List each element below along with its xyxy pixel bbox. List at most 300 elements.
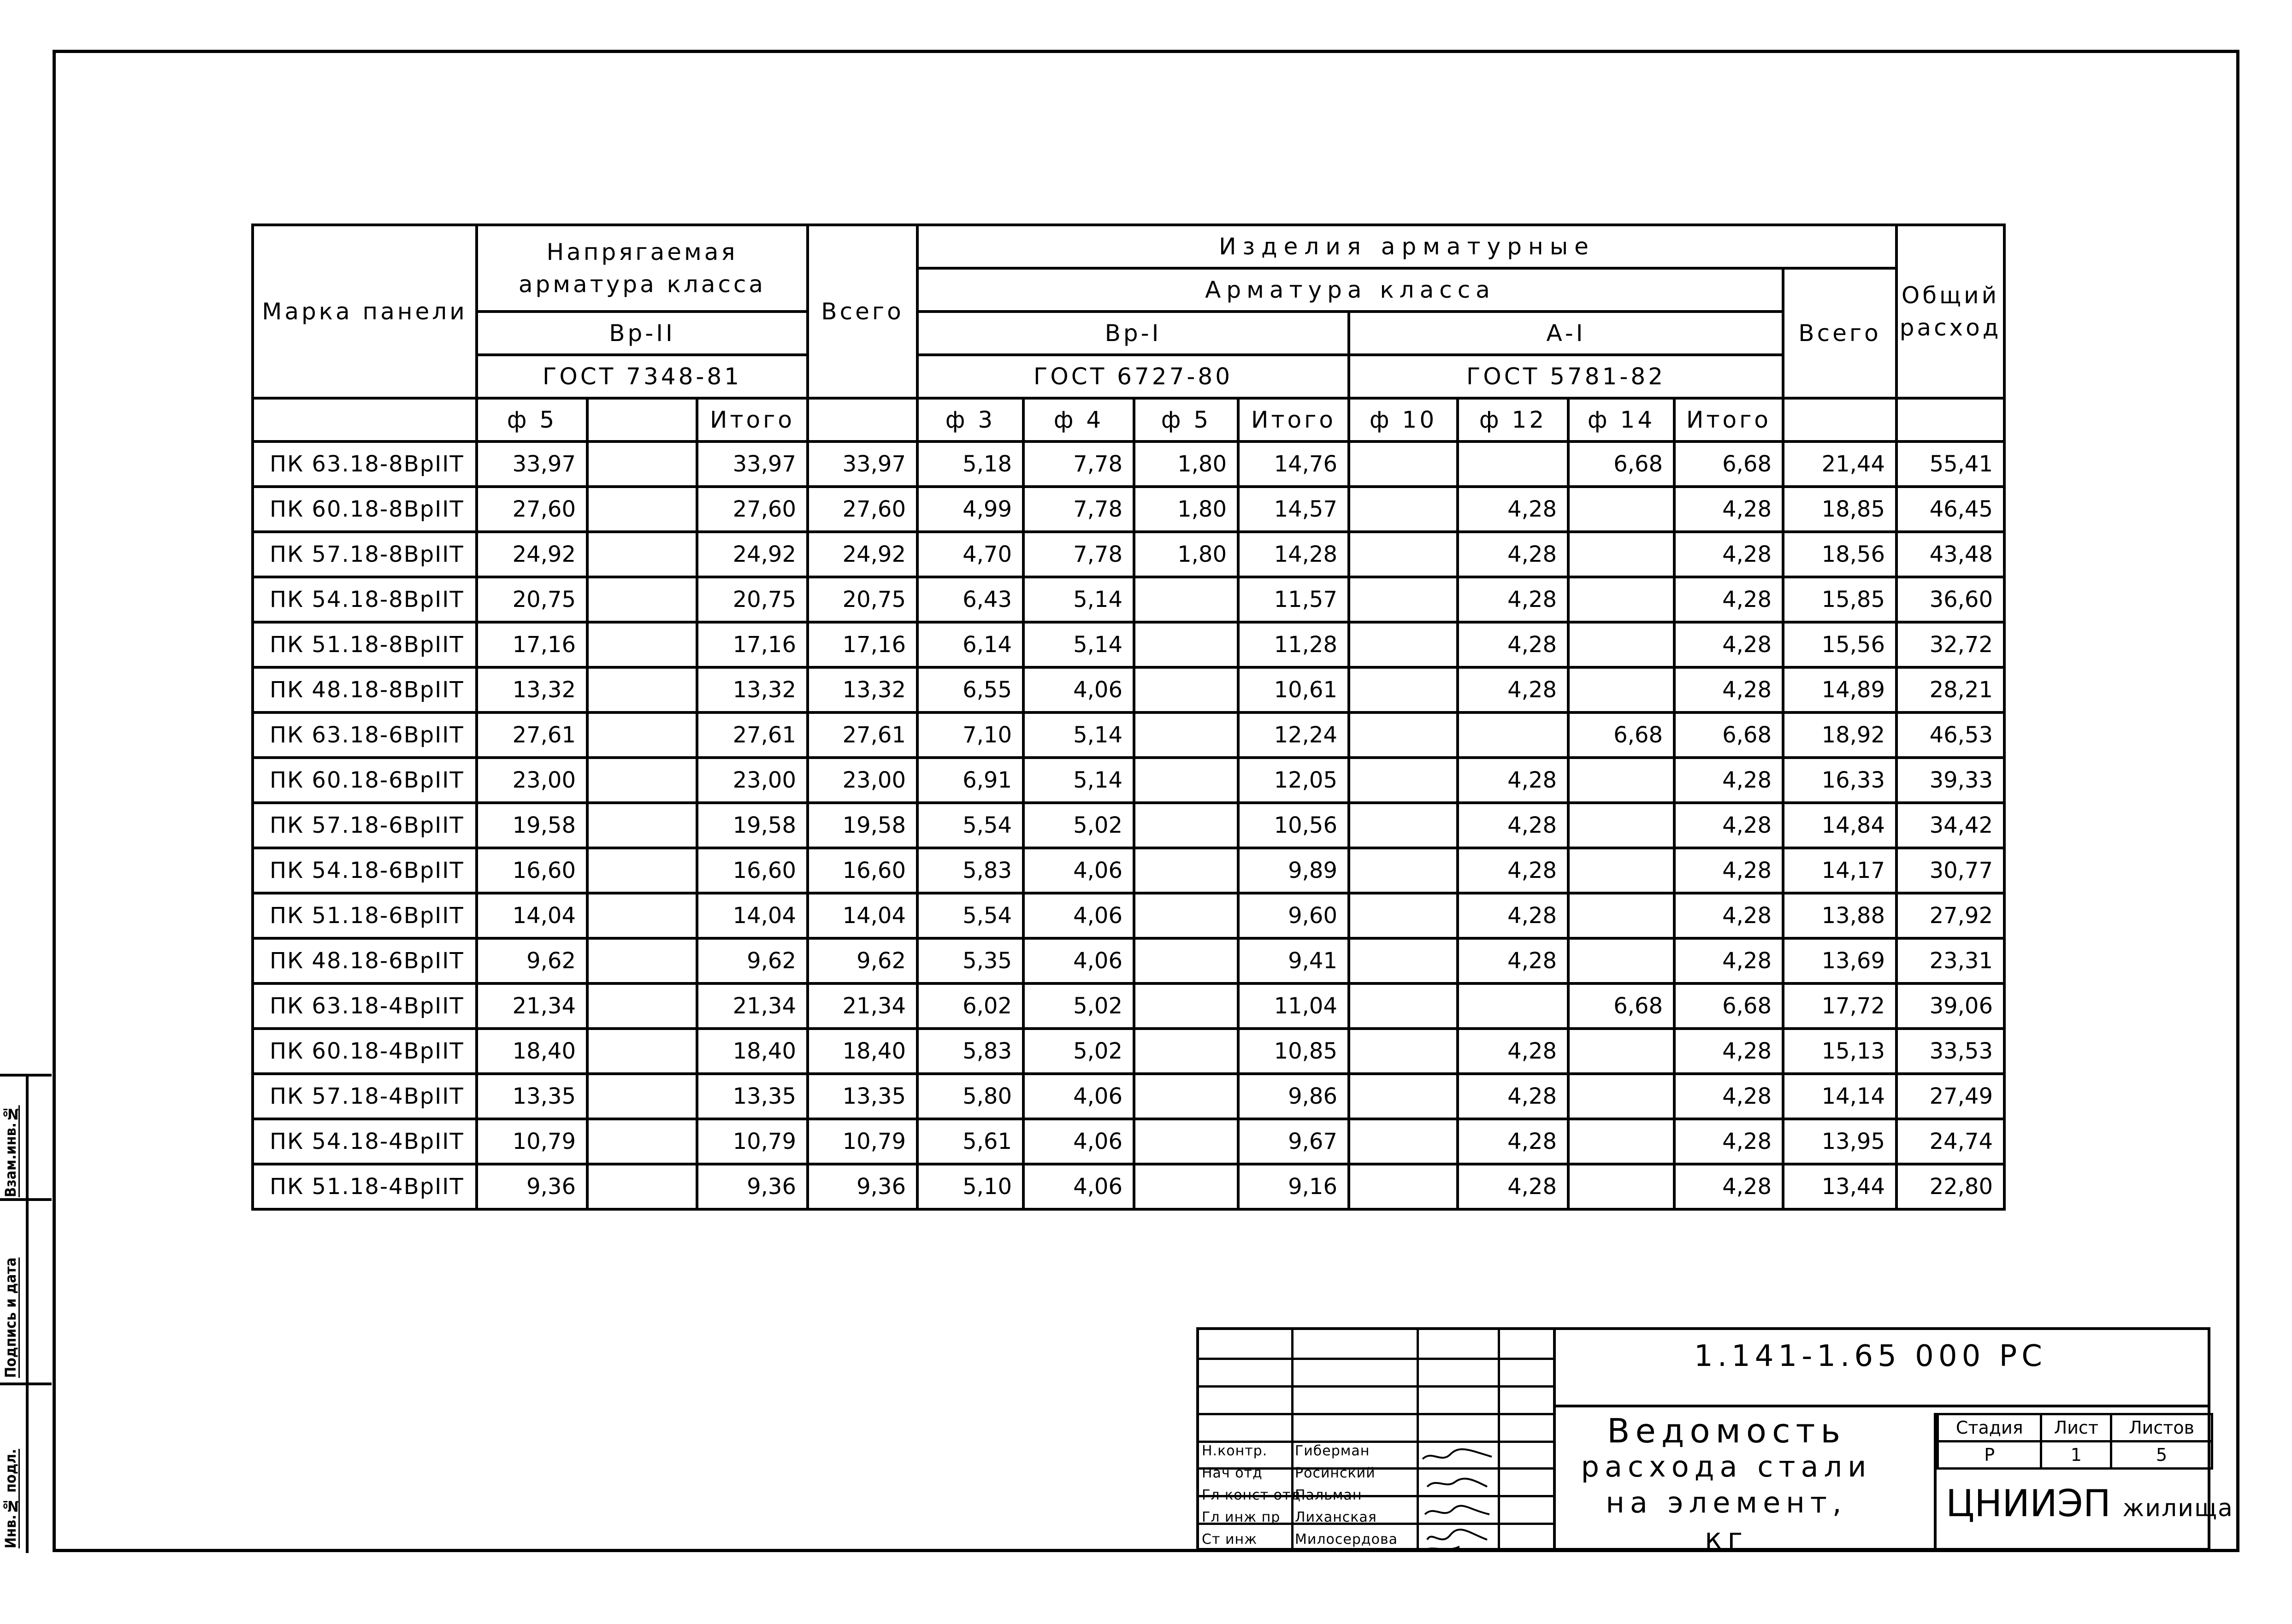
table-cell (1349, 577, 1458, 622)
signer-role: Нач отд (1202, 1465, 1263, 1481)
panel-mark: ПК 60.18-8ВрIIТ (253, 487, 477, 532)
table-cell (587, 758, 697, 803)
steel-consumption-table (251, 224, 2006, 1211)
panel-mark: ПК 51.18-8ВрIIТ (253, 622, 477, 667)
table-cell: 9,16 (1238, 1164, 1349, 1209)
header-col-f5: ф 5 (477, 398, 587, 441)
table-cell: 4,06 (1023, 667, 1134, 712)
table-cell (1349, 1029, 1458, 1074)
table-cell: 27,60 (477, 487, 587, 532)
panel-mark: ПК 54.18-6ВрIIТ (253, 848, 477, 893)
table-row (253, 1119, 2004, 1164)
table-cell (1134, 758, 1238, 803)
table-cell: 6,68 (1674, 983, 1783, 1029)
table-cell: 9,36 (477, 1164, 587, 1209)
header-col-f4: ф 4 (1023, 398, 1134, 441)
table-cell: 4,28 (1458, 577, 1568, 622)
header-col-f10: ф 10 (1349, 398, 1458, 441)
panel-mark: ПК 51.18-4ВрIIТ (253, 1164, 477, 1209)
table-cell: 5,02 (1023, 1029, 1134, 1074)
table-cell: 4,28 (1674, 803, 1783, 848)
table-cell: 1,80 (1134, 487, 1238, 532)
table-cell (1458, 712, 1568, 758)
table-cell: 18,40 (697, 1029, 808, 1074)
table-cell (1568, 938, 1674, 983)
header-bp1-class: Вр-I (917, 312, 1349, 355)
table-cell: 24,92 (477, 532, 587, 577)
table-cell (1349, 441, 1458, 487)
table-cell: 17,16 (477, 622, 587, 667)
header-prestressed-total: Всего (808, 225, 917, 398)
panel-mark: ПК 57.18-4ВрIIТ (253, 1074, 477, 1119)
table-cell: 4,28 (1674, 1119, 1783, 1164)
table-cell: 22,80 (1896, 1164, 2004, 1209)
table-row (253, 577, 2004, 622)
sheet-label: Лист (2041, 1414, 2111, 1442)
stage-value: Р (1938, 1442, 2041, 1469)
table-cell (1134, 1119, 1238, 1164)
table-cell: 21,44 (1783, 441, 1896, 487)
table-cell: 1,80 (1134, 532, 1238, 577)
table-row (253, 712, 2004, 758)
header-total-spacer (808, 398, 917, 441)
table-cell: 13,32 (477, 667, 587, 712)
panel-mark: ПК 48.18-6ВрIIТ (253, 938, 477, 983)
table-cell (587, 712, 697, 758)
table-cell: 14,57 (1238, 487, 1349, 532)
table-row (253, 1074, 2004, 1119)
header-bp1-gost: ГОСТ 6727-80 (917, 355, 1349, 398)
table-cell (1568, 532, 1674, 577)
table-cell: 6,02 (917, 983, 1023, 1029)
table-cell: 33,97 (477, 441, 587, 487)
table-cell: 14,28 (1238, 532, 1349, 577)
table-cell: 4,28 (1458, 938, 1568, 983)
table-cell (587, 1074, 697, 1119)
table-cell: 4,28 (1458, 1074, 1568, 1119)
table-cell (1568, 622, 1674, 667)
table-cell: 5,83 (917, 1029, 1023, 1074)
table-cell: 4,28 (1674, 577, 1783, 622)
table-cell (1568, 803, 1674, 848)
table-cell: 21,34 (477, 983, 587, 1029)
table-cell: 27,60 (808, 487, 917, 532)
table-cell: 14,84 (1783, 803, 1896, 848)
table-cell: 4,99 (917, 487, 1023, 532)
table-cell: 5,02 (1023, 983, 1134, 1029)
table-cell: 5,54 (917, 893, 1023, 938)
table-row (253, 532, 2004, 577)
table-row (253, 938, 2004, 983)
header-col-f14: ф 14 (1568, 398, 1674, 441)
table-cell (1349, 758, 1458, 803)
table-cell (587, 803, 697, 848)
signer-name: Росинский (1295, 1465, 1376, 1481)
header-products-class: Арматура класса (917, 268, 1783, 312)
header-products-spacer (1783, 398, 1896, 441)
table-cell: 4,28 (1674, 893, 1783, 938)
header-col-blank (587, 398, 697, 441)
table-cell: 4,28 (1674, 758, 1783, 803)
table-cell (1349, 1164, 1458, 1209)
panel-mark: ПК 57.18-8ВрIIТ (253, 532, 477, 577)
table-cell: 55,41 (1896, 441, 2004, 487)
table-cell: 18,56 (1783, 532, 1896, 577)
panel-mark: ПК 57.18-6ВрIIТ (253, 803, 477, 848)
table-cell: 27,60 (697, 487, 808, 532)
table-cell: 13,44 (1783, 1164, 1896, 1209)
table-cell: 13,32 (808, 667, 917, 712)
table-cell: 7,78 (1023, 441, 1134, 487)
header-overall: Общий расход (1896, 225, 2004, 398)
table-cell: 17,72 (1783, 983, 1896, 1029)
table-cell (587, 667, 697, 712)
table-cell: 18,92 (1783, 712, 1896, 758)
header-col-itogo-a1: Итого (1674, 398, 1783, 441)
table-cell: 24,92 (808, 532, 917, 577)
table-cell: 23,00 (808, 758, 917, 803)
table-cell (1134, 622, 1238, 667)
table-cell: 4,06 (1023, 893, 1134, 938)
stamp-replaced-inv: Взам.инв.№ (2, 1105, 19, 1197)
title-line-2: расхода стали (1581, 1450, 1872, 1483)
header-mark-spacer (253, 398, 477, 441)
signer-name: Лиханская (1295, 1509, 1377, 1525)
table-cell: 13,32 (697, 667, 808, 712)
table-cell: 4,28 (1458, 758, 1568, 803)
table-cell: 5,35 (917, 938, 1023, 983)
table-cell: 9,62 (477, 938, 587, 983)
table-cell: 4,06 (1023, 1074, 1134, 1119)
table-cell: 33,97 (808, 441, 917, 487)
table-cell: 4,06 (1023, 1119, 1134, 1164)
table-cell: 4,28 (1674, 938, 1783, 983)
table-cell: 27,61 (697, 712, 808, 758)
table-cell: 16,33 (1783, 758, 1896, 803)
table-cell (1568, 667, 1674, 712)
table-cell (1349, 487, 1458, 532)
table-row (253, 803, 2004, 848)
table-cell: 19,58 (477, 803, 587, 848)
signatures-image (1418, 1441, 1496, 1553)
table-cell: 11,04 (1238, 983, 1349, 1029)
table-cell (1134, 1164, 1238, 1209)
table-cell (1134, 893, 1238, 938)
title-line-3: на элемент, кг (1606, 1486, 1847, 1555)
table-cell: 4,28 (1458, 1029, 1568, 1074)
table-cell (587, 848, 697, 893)
stage-block (1934, 1413, 2233, 1551)
table-cell: 33,97 (697, 441, 808, 487)
table-cell: 4,28 (1674, 1164, 1783, 1209)
table-cell: 6,68 (1568, 441, 1674, 487)
table-cell: 4,28 (1674, 1029, 1783, 1074)
table-cell (1568, 487, 1674, 532)
table-cell: 5,18 (917, 441, 1023, 487)
table-cell: 20,75 (477, 577, 587, 622)
table-cell: 23,00 (697, 758, 808, 803)
table-cell: 18,40 (477, 1029, 587, 1074)
table-cell (587, 893, 697, 938)
table-cell: 16,60 (808, 848, 917, 893)
table-cell: 9,62 (808, 938, 917, 983)
panel-mark: ПК 51.18-6ВрIIТ (253, 893, 477, 938)
table-cell (1134, 1074, 1238, 1119)
table-cell: 34,42 (1896, 803, 2004, 848)
table-cell: 9,89 (1238, 848, 1349, 893)
panel-mark: ПК 54.18-4ВрIIТ (253, 1119, 477, 1164)
table-cell: 14,04 (477, 893, 587, 938)
table-cell: 14,04 (808, 893, 917, 938)
sheets-value: 5 (2111, 1442, 2212, 1469)
stamp-inv-original: Инв.№ подл. (2, 1448, 19, 1548)
table-cell (1134, 803, 1238, 848)
table-cell: 36,60 (1896, 577, 2004, 622)
header-col-f5b: ф 5 (1134, 398, 1238, 441)
table-cell (1349, 532, 1458, 577)
table-cell: 28,21 (1896, 667, 2004, 712)
header-overall-spacer (1896, 398, 2004, 441)
table-cell: 4,28 (1458, 1119, 1568, 1164)
header-col-itogo: Итого (697, 398, 808, 441)
table-cell (1568, 1164, 1674, 1209)
table-cell: 16,60 (697, 848, 808, 893)
table-cell (587, 622, 697, 667)
table-cell: 6,68 (1674, 712, 1783, 758)
table-row (253, 893, 2004, 938)
header-prestressed-class: Вр-II (477, 312, 808, 355)
table-cell (1568, 577, 1674, 622)
table-cell: 16,60 (477, 848, 587, 893)
table-cell: 9,86 (1238, 1074, 1349, 1119)
sheets-label: Листов (2111, 1414, 2212, 1442)
table-cell: 24,74 (1896, 1119, 2004, 1164)
table-cell (1134, 577, 1238, 622)
table-cell: 17,16 (808, 622, 917, 667)
table-cell: 23,31 (1896, 938, 2004, 983)
table-row (253, 622, 2004, 667)
table-cell: 4,28 (1674, 848, 1783, 893)
table-cell: 39,33 (1896, 758, 2004, 803)
table-cell: 39,06 (1896, 983, 2004, 1029)
panel-mark: ПК 60.18-4ВрIIТ (253, 1029, 477, 1074)
table-cell: 15,85 (1783, 577, 1896, 622)
table-cell: 10,85 (1238, 1029, 1349, 1074)
stamp-signature-date: Подпись и дата (2, 1257, 19, 1378)
side-stamp (0, 1074, 52, 1553)
table-cell: 5,14 (1023, 758, 1134, 803)
table-cell: 6,68 (1568, 983, 1674, 1029)
table-cell (1134, 938, 1238, 983)
table-cell: 5,61 (917, 1119, 1023, 1164)
header-col-f3: ф 3 (917, 398, 1023, 441)
table-cell: 11,28 (1238, 622, 1349, 667)
table-cell: 32,72 (1896, 622, 2004, 667)
table-cell: 27,92 (1896, 893, 2004, 938)
header-mark: Марка панели (253, 225, 477, 398)
title-block-signatures (1196, 1327, 1556, 1551)
table-cell (1458, 983, 1568, 1029)
table-cell (587, 1119, 697, 1164)
header-a1-gost: ГОСТ 5781-82 (1349, 355, 1783, 398)
signer-name: Гиберман (1295, 1443, 1370, 1459)
table-cell (1349, 938, 1458, 983)
table-cell (587, 577, 697, 622)
table-cell: 5,14 (1023, 622, 1134, 667)
panel-mark: ПК 54.18-8ВрIIТ (253, 577, 477, 622)
table-cell (1568, 1074, 1674, 1119)
table-cell: 9,41 (1238, 938, 1349, 983)
table-cell: 46,53 (1896, 712, 2004, 758)
table-cell: 1,80 (1134, 441, 1238, 487)
table-cell: 23,00 (477, 758, 587, 803)
table-body (253, 441, 2004, 1209)
table-cell: 7,78 (1023, 532, 1134, 577)
panel-mark: ПК 63.18-4ВрIIТ (253, 983, 477, 1029)
table-cell: 43,48 (1896, 532, 2004, 577)
table-cell: 5,10 (917, 1164, 1023, 1209)
table-cell (1568, 1119, 1674, 1164)
table-cell: 15,13 (1783, 1029, 1896, 1074)
table-cell: 4,28 (1674, 487, 1783, 532)
signer-role: Ст инж (1202, 1531, 1258, 1548)
table-cell: 11,57 (1238, 577, 1349, 622)
signer-name: Пальман (1295, 1487, 1362, 1503)
table-cell: 18,85 (1783, 487, 1896, 532)
table-cell: 46,45 (1896, 487, 2004, 532)
table-cell: 4,28 (1458, 532, 1568, 577)
table-cell: 13,95 (1783, 1119, 1896, 1164)
table-cell: 6,68 (1674, 441, 1783, 487)
table-cell: 24,92 (697, 532, 808, 577)
table-cell (1134, 983, 1238, 1029)
table-cell (1349, 803, 1458, 848)
table-cell: 10,56 (1238, 803, 1349, 848)
signer-role: Гл конст отд (1202, 1487, 1301, 1503)
header-products-total: Всего (1783, 268, 1896, 398)
table-cell: 14,04 (697, 893, 808, 938)
table-cell: 6,68 (1568, 712, 1674, 758)
table-cell: 5,02 (1023, 803, 1134, 848)
org-main: ЦНИИЭП (1946, 1482, 2111, 1525)
table-cell: 4,28 (1674, 622, 1783, 667)
table-cell: 4,28 (1458, 487, 1568, 532)
table-cell: 4,28 (1674, 532, 1783, 577)
header-col-itogo-bp1: Итого (1238, 398, 1349, 441)
table-cell (1458, 441, 1568, 487)
header-products: Изделия арматурные (917, 225, 1896, 268)
table-cell: 17,16 (697, 622, 808, 667)
table-cell: 6,55 (917, 667, 1023, 712)
table-cell: 10,79 (697, 1119, 808, 1164)
table-cell (1568, 758, 1674, 803)
table-cell: 9,36 (697, 1164, 808, 1209)
organization (1946, 1482, 2233, 1525)
table-cell: 5,83 (917, 848, 1023, 893)
table-cell: 6,91 (917, 758, 1023, 803)
table-cell (1349, 848, 1458, 893)
table-cell (1568, 848, 1674, 893)
table-cell (1568, 893, 1674, 938)
table-cell: 19,58 (697, 803, 808, 848)
table-cell: 13,35 (477, 1074, 587, 1119)
table-row (253, 848, 2004, 893)
table-cell: 10,79 (477, 1119, 587, 1164)
table-cell: 18,40 (808, 1029, 917, 1074)
table-cell: 9,62 (697, 938, 808, 983)
table-cell: 4,28 (1458, 667, 1568, 712)
table-row (253, 758, 2004, 803)
table-cell: 21,34 (808, 983, 917, 1029)
table-cell: 14,89 (1783, 667, 1896, 712)
panel-mark: ПК 48.18-8ВрIIТ (253, 667, 477, 712)
table-row (253, 1164, 2004, 1209)
table-cell: 20,75 (808, 577, 917, 622)
table-cell (1349, 712, 1458, 758)
table-cell (587, 983, 697, 1029)
table-cell (587, 487, 697, 532)
signer-name: Милосердова (1295, 1531, 1398, 1548)
table-cell: 9,36 (808, 1164, 917, 1209)
table-cell (1134, 848, 1238, 893)
table-cell: 10,61 (1238, 667, 1349, 712)
table-cell: 13,35 (808, 1074, 917, 1119)
table-cell: 13,69 (1783, 938, 1896, 983)
panel-mark: ПК 60.18-6ВрIIТ (253, 758, 477, 803)
table-cell: 4,28 (1458, 803, 1568, 848)
table-cell: 6,43 (917, 577, 1023, 622)
table-cell: 4,70 (917, 532, 1023, 577)
title-line-1: Ведомость (1607, 1412, 1846, 1450)
table-cell (587, 938, 697, 983)
table-cell (587, 532, 697, 577)
table-cell: 4,28 (1674, 667, 1783, 712)
table-row (253, 1029, 2004, 1074)
table-cell (587, 441, 697, 487)
table-cell: 7,78 (1023, 487, 1134, 532)
panel-mark: ПК 63.18-8ВрIIТ (253, 441, 477, 487)
table-cell (587, 1164, 697, 1209)
table-cell (1134, 667, 1238, 712)
table-cell (1349, 622, 1458, 667)
table-cell: 9,60 (1238, 893, 1349, 938)
table-cell: 21,34 (697, 983, 808, 1029)
title-block (1196, 1327, 2233, 1555)
signer-role: Гл инж пр (1202, 1509, 1281, 1525)
stage-label: Стадия (1938, 1414, 2041, 1442)
table-cell (1134, 712, 1238, 758)
table-cell: 27,61 (477, 712, 587, 758)
panel-mark: ПК 63.18-6ВрIIТ (253, 712, 477, 758)
table-cell: 5,14 (1023, 712, 1134, 758)
table-cell: 14,17 (1783, 848, 1896, 893)
table-cell: 9,67 (1238, 1119, 1349, 1164)
table-cell: 4,28 (1458, 848, 1568, 893)
table-cell: 19,58 (808, 803, 917, 848)
table-cell: 4,28 (1674, 1074, 1783, 1119)
table-cell: 6,14 (917, 622, 1023, 667)
org-sub: жилища (2122, 1495, 2233, 1522)
table-cell: 14,14 (1783, 1074, 1896, 1119)
table-cell (1349, 667, 1458, 712)
table-cell: 27,49 (1896, 1074, 2004, 1119)
table-cell: 30,77 (1896, 848, 2004, 893)
table-cell (587, 1029, 697, 1074)
table-cell: 15,56 (1783, 622, 1896, 667)
table-cell (1349, 983, 1458, 1029)
table-cell: 4,06 (1023, 938, 1134, 983)
document-code: 1.141-1.65 000 РС (1694, 1339, 2047, 1373)
